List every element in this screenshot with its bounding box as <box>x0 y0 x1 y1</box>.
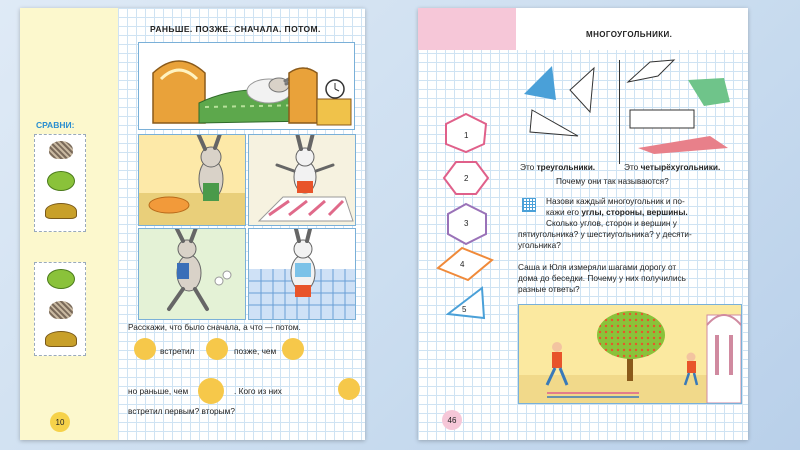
page-number: 10 <box>50 412 70 432</box>
rabbit-exercise-panel <box>248 134 356 226</box>
quadrilaterals-label: Это четырёхугольники. <box>624 162 721 172</box>
text-but-earlier: но раньше, чем <box>128 386 189 396</box>
grid-task-icon <box>522 198 536 212</box>
turtle-icon <box>45 331 77 347</box>
quadrilateral-4-icon <box>438 248 492 280</box>
turtle-icon <box>45 203 77 219</box>
park-scene-illustration <box>518 304 742 404</box>
task-instruction: Расскажи, что было сначала, а что — потом. <box>128 322 301 332</box>
compare-box-top <box>34 134 86 232</box>
side-polygons <box>430 108 500 328</box>
shape-label-2: 2 <box>464 174 469 183</box>
fox-face-icon <box>338 378 360 400</box>
bedroom-illustration <box>138 42 355 130</box>
left-page <box>20 8 365 440</box>
triangle-blue <box>524 66 556 100</box>
shape-label-1: 1 <box>464 131 469 140</box>
task1-line3: Сколько углов, сторон и вершин у <box>546 218 677 228</box>
triangle-white-2 <box>530 110 578 136</box>
page-number: 46 <box>442 410 462 430</box>
sleeping-rabbit-icon <box>139 43 354 129</box>
task2-line3: разные ответы? <box>518 284 580 294</box>
text-met-first: встретил первым? вторым? <box>128 406 235 416</box>
shape-label-4: 4 <box>460 260 465 269</box>
triangles-group <box>518 54 618 154</box>
rabbit-face-icon <box>282 338 304 360</box>
triangles-label: Это треугольники. <box>520 162 596 172</box>
compare-box-bottom <box>34 262 86 356</box>
quad-rectangle <box>630 110 694 128</box>
quad-pink <box>638 136 728 154</box>
hedgehog-icon <box>49 141 73 159</box>
text-met: встретил <box>160 346 195 356</box>
rabbit-gift-panel <box>248 228 356 320</box>
task1-line4: пятиугольника? у шестиугольника? у десяти- <box>518 229 692 239</box>
task1-line5: угольника? <box>518 240 561 250</box>
hedgehog-icon <box>49 301 73 319</box>
task2-line2: дома до беседки. Почему у них получились <box>518 273 686 283</box>
rabbit-brushing-teeth-panel <box>138 134 246 226</box>
wolf-face-icon <box>206 338 228 360</box>
rabbit-walking-panel <box>138 228 246 320</box>
page-title: РАНЬШЕ. ПОЗЖЕ. СНАЧАЛА. ПОТОМ. <box>150 24 321 34</box>
shape-label-5: 5 <box>462 305 467 314</box>
triangle-white-1 <box>570 68 594 112</box>
page-title: МНОГОУГОЛЬНИКИ. <box>586 30 673 39</box>
bear-face-icon <box>198 378 224 404</box>
task2-line1: Саша и Юля измеряли шагами дорогу от <box>518 262 677 272</box>
right-page <box>418 8 748 440</box>
compare-label: СРАВНИ: <box>36 120 75 130</box>
divider-line <box>619 60 620 164</box>
shape-label-3: 3 <box>464 219 469 228</box>
task1-line2: кажи его углы, стороны, вершины. <box>546 207 688 217</box>
sun-face-icon <box>134 338 156 360</box>
why-question: Почему они так называются? <box>556 176 669 186</box>
text-who: . Кого из них <box>234 386 282 396</box>
text-later-than: позже, чем <box>234 346 277 356</box>
quad-white-1 <box>628 60 674 82</box>
frog-icon <box>47 171 75 191</box>
quad-green <box>688 78 730 106</box>
task1-line1: Назови каждый многоугольник и по- <box>546 196 685 206</box>
frog-icon <box>47 269 75 289</box>
quadrilaterals-group <box>624 52 744 162</box>
pink-header-band <box>418 8 516 50</box>
